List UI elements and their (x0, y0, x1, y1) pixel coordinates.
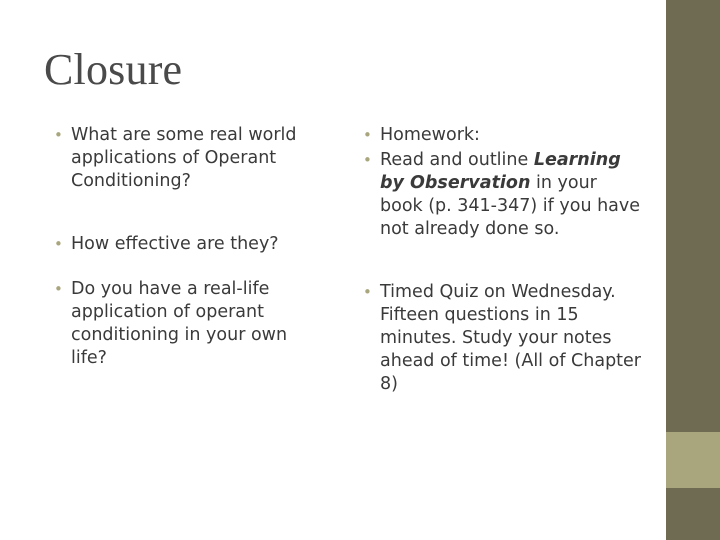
bullet-dot: • (54, 126, 63, 144)
left-column (54, 124, 324, 370)
slide-title: Closure (44, 45, 183, 94)
bullet-dot: • (54, 280, 63, 298)
right-column (363, 124, 643, 396)
bullet-item (54, 124, 324, 193)
bullet-dot: • (363, 283, 372, 301)
sidebar-accent-bottom (666, 488, 720, 540)
bullet-text: What are some real world applications of Operant Conditioning? (71, 125, 297, 191)
bullet-text: Do you have a real-life application of operant conditioning in your own life? (71, 279, 288, 368)
bullet-text-suffix: in your book (p. 341-347) if you have not already done so. (380, 173, 641, 239)
bullet-text: Homework: (380, 125, 480, 145)
bullet-item (363, 149, 643, 241)
bullet-dot: • (54, 235, 63, 253)
bullet-text-prefix: Read and outline (380, 150, 529, 170)
bullet-item (363, 124, 643, 147)
bullet-item (54, 233, 324, 256)
bullet-dot: • (363, 151, 372, 169)
bullet-dot: • (363, 126, 372, 144)
bullet-text: Timed Quiz on Wednesday. Fifteen questions in 15 minutes. Study your notes ahead of time! (All of Chapter 8) (380, 282, 642, 394)
sidebar-accent-middle (666, 432, 720, 488)
book-section-title: Learning by Observation (380, 150, 621, 193)
sidebar-accent-top (666, 0, 720, 432)
bullet-item (363, 281, 643, 396)
bullet-text: How effective are they? (71, 234, 279, 254)
bullet-item (54, 278, 324, 370)
